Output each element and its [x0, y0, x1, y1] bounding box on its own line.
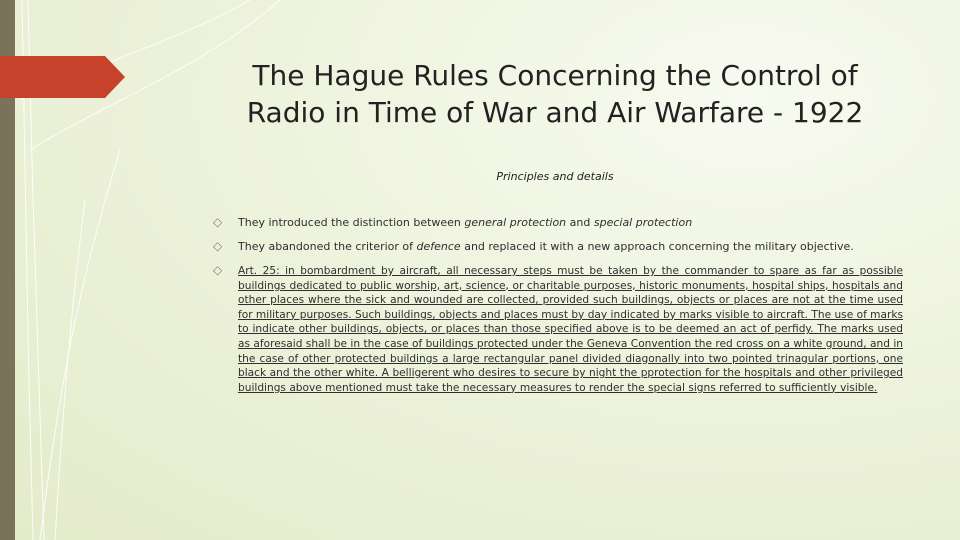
- bullet-emphasis: general protection: [464, 216, 567, 229]
- diamond-outline-icon: ◇: [213, 215, 223, 229]
- title-line-2: Radio in Time of War and Air Warfare - 1922: [246, 96, 864, 129]
- slide-title: [215, 57, 895, 131]
- bullet-item: [213, 240, 903, 254]
- bullet-text-part: They abandoned the criterior of: [238, 240, 417, 253]
- slide-subtitle: Principles and details: [496, 170, 614, 183]
- title-line-1: The Hague Rules Concerning the Control of: [252, 59, 858, 92]
- diamond-outline-icon: ◇: [213, 263, 223, 277]
- bullet-text: [238, 240, 903, 254]
- bullet-emphasis: special protection: [593, 216, 693, 229]
- bullet-emphasis: defence: [416, 240, 461, 253]
- diamond-outline-icon: ◇: [213, 239, 223, 253]
- bullet-list: [213, 216, 903, 405]
- bullet-text-part: They introduced the distinction between: [238, 216, 465, 229]
- accent-arrow: [0, 56, 125, 98]
- bullet-item: [213, 264, 903, 395]
- bullet-text-part: and: [566, 216, 594, 229]
- article-25-text: Art. 25: in bombardment by aircraft, all necessary steps must be taken by the commander to spare as far as possible buildings dedicated to public worship, art, science, or charitable purposes, historic monuments, hospital ships, hospitals and other places where the sick and wounded are collected, provided such buildings, objects or places are not at the time used for military purposes. Such buildings, objects and places must by day indicated by marks visible to aircraft. The use of marks to indicate other buildings, objects, or places than those specified above is to be deemed an act of perfidy. The marks used as aforesaid shall be in the case of buildings protected under the Geneva Convention the red cross on a white ground, and in the case of other protected buildings a large rectangular panel divided diagonally into two pointed trinagular portions, one black and the other white. A belligerent who desires to secure by night the pprotection for the hospitals and other privileged buildings above mentioned must take the necessary measures to render the special signs referred to sufficiently visible.: [238, 265, 903, 394]
- bullet-text: [238, 216, 903, 230]
- bullet-item: [213, 216, 903, 230]
- bullet-text-part: and replaced it with a new approach concerning the military objective.: [460, 240, 854, 253]
